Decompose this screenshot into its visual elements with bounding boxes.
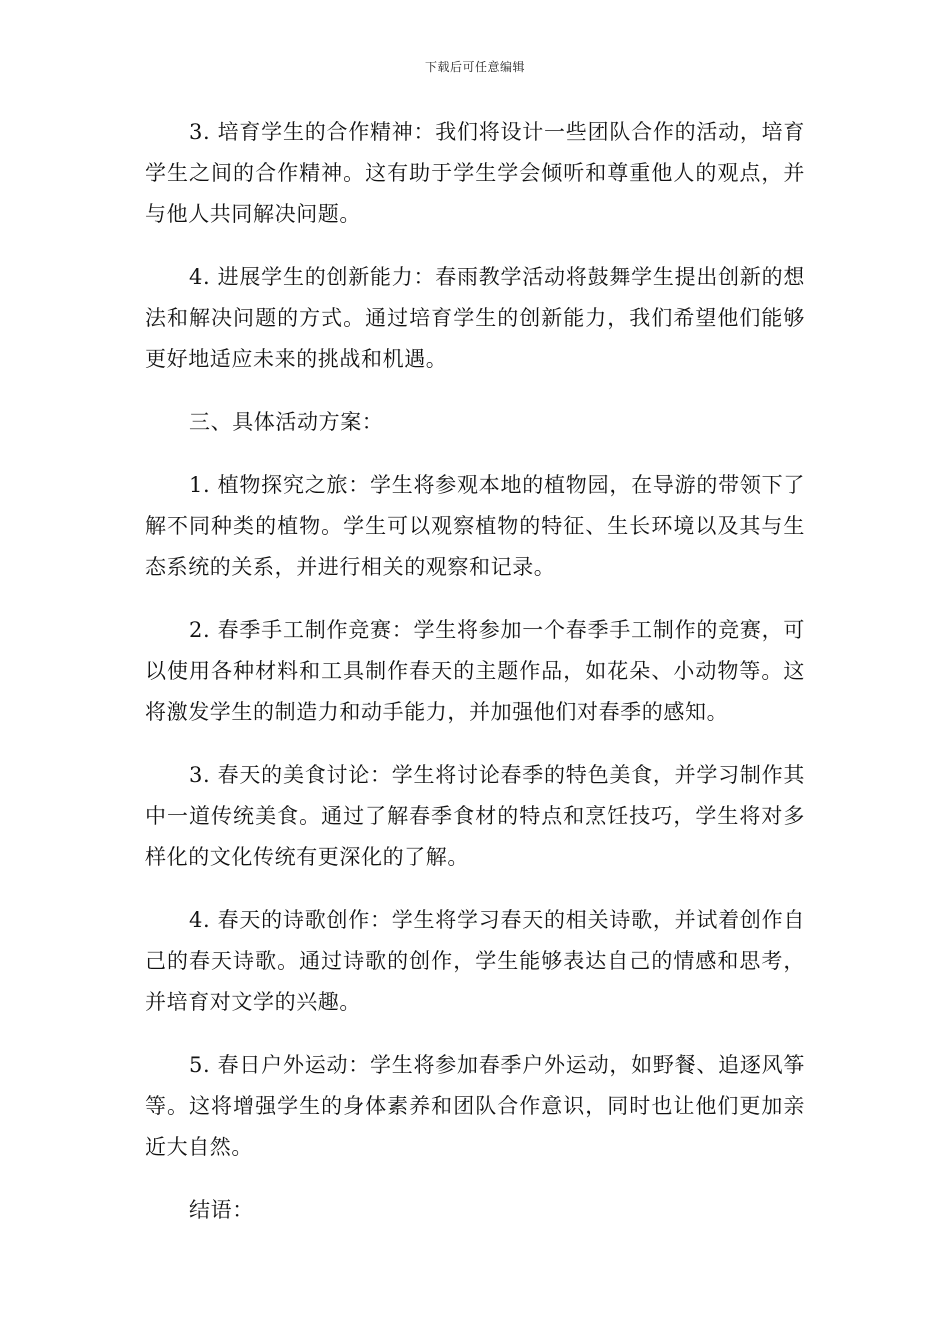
paragraph-cooperation: 3. 培育学生的合作精神：我们将设计一些团队合作的活动，培育学生之间的合作精神。这有助于学生学会倾听和尊重他人的观点，并与他人共同解决问题。 [145,120,805,226]
document-body [145,112,805,1253]
paragraph-food-discussion: 3. 春天的美食讨论：学生将讨论春季的特色美食，并学习制作其中一道传统美食。通过了解春季食材的特点和烹饪技巧，学生将对多样化的文化传统有更深化的了解。 [145,763,805,869]
paragraph-innovation: 4. 进展学生的创新能力：春雨教学活动将鼓舞学生提出创新的想法和解决问题的方式。通过培育学生的创新能力，我们希望他们能够更好地适应未来的挑战和机遇。 [145,265,805,371]
section-heading-activities: 三、具体活动方案： [189,410,384,434]
paragraph-plant-tour: 1. 植物探究之旅：学生将参观本地的植物园，在导游的带领下了解不同种类的植物。学生可以观察植物的特征、生长环境以及其与生态系统的关系，并进行相关的观察和记录。 [145,473,805,579]
paragraph-handcraft-contest: 2. 春季手工制作竞赛：学生将参加一个春季手工制作的竞赛，可以使用各种材料和工具制作春天的主题作品，如花朵、小动物等。这将激发学生的制造力和动手能力，并加强他们对春季的感知。 [145,618,805,724]
section-heading-conclusion: 结语： [189,1198,254,1222]
header-note: 下载后可任意编辑 [424,60,525,74]
paragraph-outdoor-sports: 5. 春日户外运动：学生将参加春季户外运动，如野餐、追逐风筝等。这将增强学生的身体素养和团队合作意识，同时也让他们更加亲近大自然。 [145,1053,805,1159]
paragraph-poetry: 4. 春天的诗歌创作：学生将学习春天的相关诗歌，并试着创作自己的春天诗歌。通过诗歌的创作，学生能够表达自己的情感和思考，并培育对文学的兴趣。 [145,908,805,1014]
